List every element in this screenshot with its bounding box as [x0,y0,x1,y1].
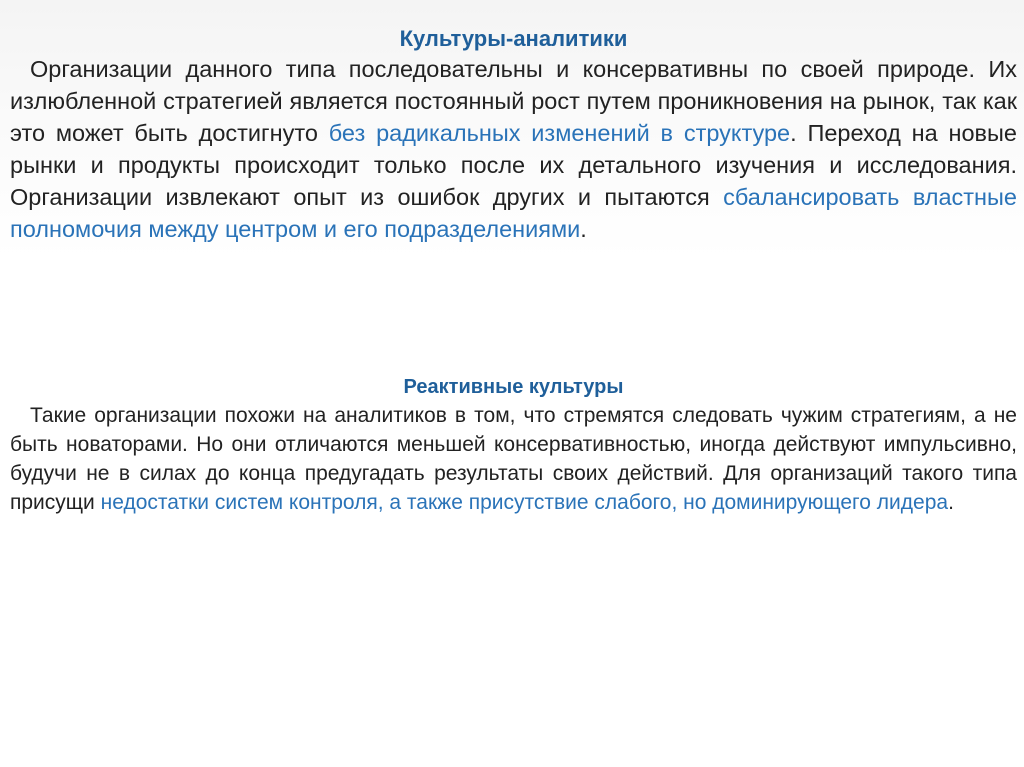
analytic-text-3: . [580,216,587,242]
analytic-cultures-section [10,26,1017,245]
reactive-text-2: . [948,491,954,514]
analytic-text-2: . Переход на новые рынки и продукты происходит только после их детального изучения и исследования. Организации извлекают опыт из ошибок других и пытаются [10,120,1017,210]
analytic-cultures-title: Культуры-аналитики [399,26,628,51]
analytic-highlight-balance: сбалансировать властные полномочия между центром и его подразделениями [10,184,1017,242]
reactive-cultures-paragraph [10,401,1017,517]
reactive-highlight-control: недостатки систем контроля, а также присутствие слабого, но доминирующего лидера [100,491,949,514]
reactive-cultures-title: Реактивные культуры [403,376,624,398]
analytic-highlight-structure: без радикальных изменений в структуре [328,120,791,146]
analytic-text-1: Организации данного типа последовательны и консервативны по своей природе. Их излюбленной стратегией является постоянный рост путем проникновения на рынок, так как это может быть достигнуто [10,56,1017,146]
analytic-cultures-paragraph [10,53,1017,245]
reactive-text-1: Такие организации похожи на аналитиков в том, что стремятся следовать чужим стратегиям, а не быть новаторами. Но они отличаются меньшей консервативностью, иногда действуют импульсивно, будучи не в силах до конца предугадать результаты своих действий. Для организаций такого типа присущи [10,404,1017,514]
reactive-cultures-section [10,374,1017,517]
